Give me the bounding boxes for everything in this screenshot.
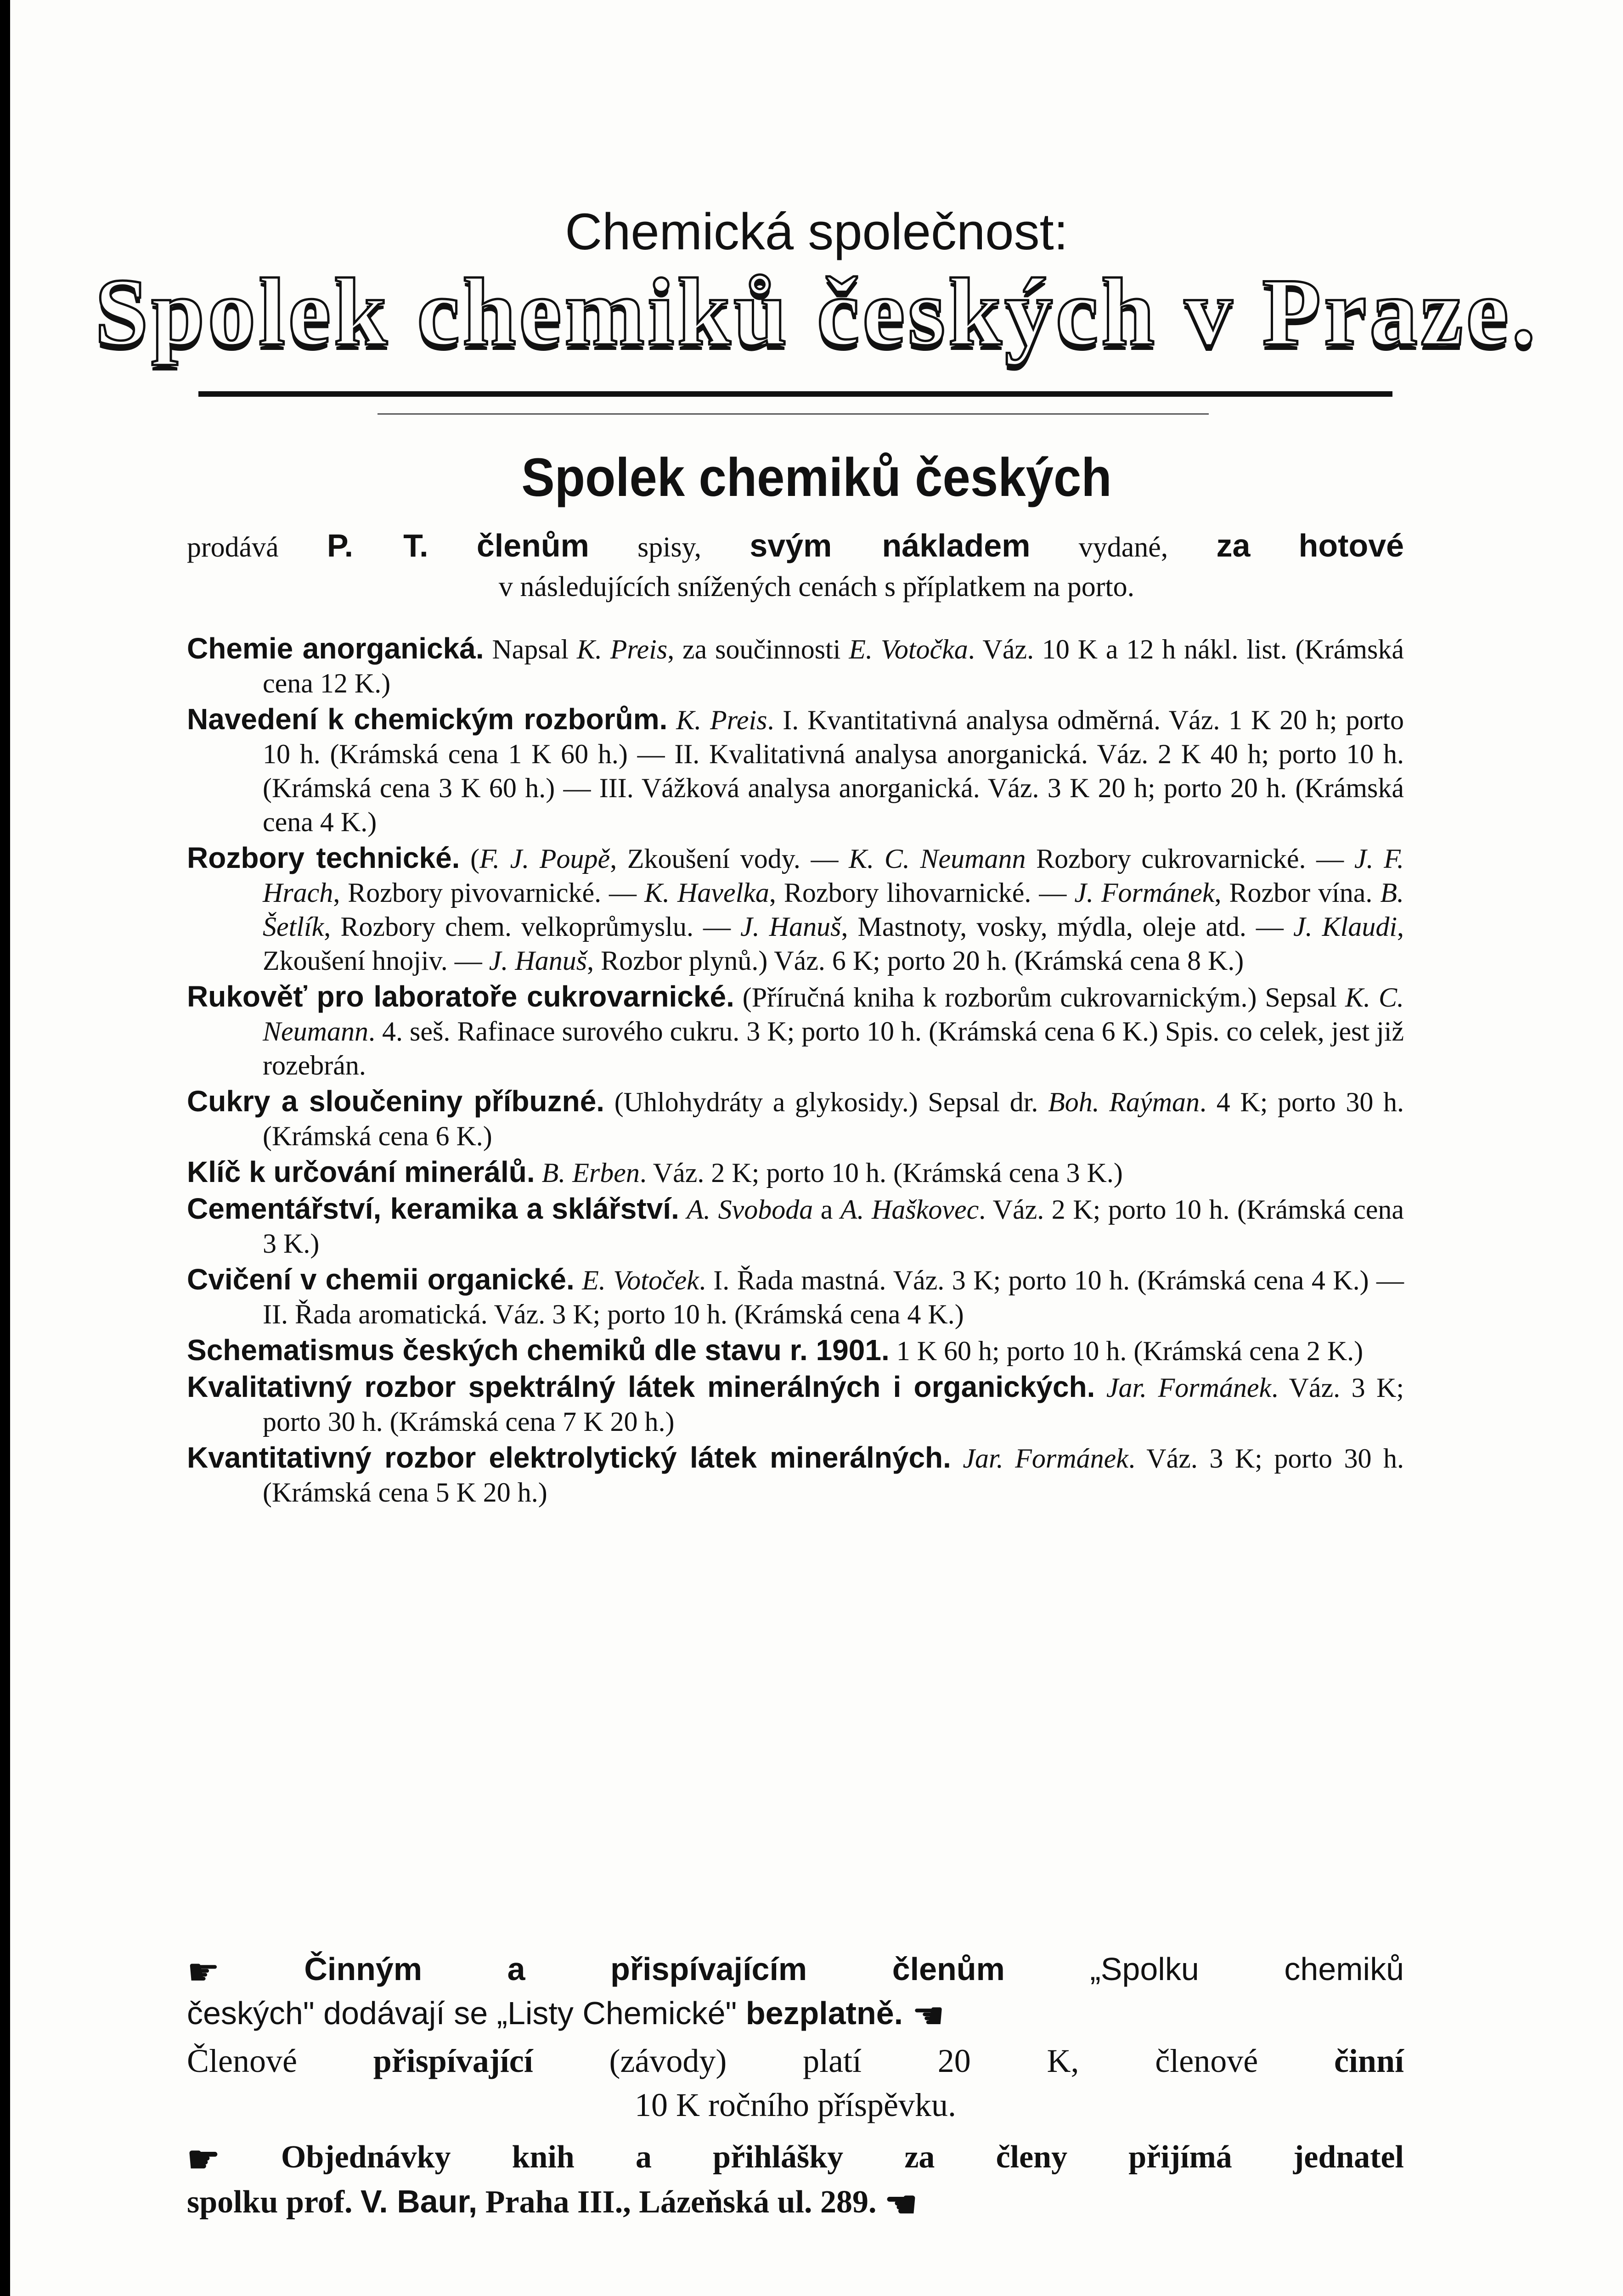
book-entry — [187, 702, 1404, 839]
book-title: Klíč k určování minerálů. — [187, 1155, 535, 1188]
notice-members — [187, 1947, 1404, 1995]
intro-word: prodává — [187, 532, 279, 563]
notice-orders-2 — [187, 2179, 1404, 2227]
entry-text: Rozbory cukrovarnické. — — [1026, 844, 1354, 874]
intro-word: členům — [476, 528, 589, 563]
author-name: J. F. Hrach — [263, 844, 1404, 908]
entry-text: . Váz. 3 K; porto 30 h. (Krámská cena 7 K 20 h.) — [263, 1373, 1404, 1437]
notice-text: V. Baur, — [361, 2183, 478, 2219]
pointing-hand-left-icon: ☚ — [912, 1995, 945, 2036]
notice-text: českých" dodávají se „Listy Chemické" — [187, 1995, 746, 2031]
book-title: Cementářství, keramika a sklářství. — [187, 1192, 679, 1225]
author-name: J. Hanuš — [489, 945, 587, 976]
notice-text: přispívající — [373, 2043, 533, 2079]
book-title: Schematismus českých chemiků dle stavu r. 1901. — [187, 1334, 890, 1367]
intro-word: spisy, — [637, 532, 702, 563]
notice-fees — [187, 2039, 1404, 2083]
book-list — [187, 631, 1404, 1511]
book-entry — [187, 1192, 1404, 1261]
pointing-hand-left-icon: ☚ — [885, 2184, 918, 2225]
header-rule-thin — [378, 413, 1209, 415]
book-entry — [187, 631, 1404, 700]
page-title: Spolek chemiků českých — [521, 447, 1112, 508]
notice-text: Objednávky knih a přihlášky za členy přijímá jednatel — [281, 2139, 1404, 2175]
author-name: K. Havelka — [644, 878, 769, 908]
pointing-hand-icon: ☛ — [187, 1952, 220, 1993]
book-title: Rukověť pro laboratoře cukrovarnické. — [187, 980, 734, 1013]
notice-text: (závody) platí 20 K, členové — [533, 2043, 1334, 2079]
entry-text: . Váz. 2 K; porto 10 h. (Krámská cena 3 K.) — [263, 1194, 1404, 1259]
author-name: E. Votoček — [582, 1265, 699, 1295]
author-name: J. Formánek — [1074, 878, 1215, 908]
author-name: J. Klaudi — [1293, 912, 1397, 942]
notice-text: Činným a přispívajícím členům — [304, 1951, 1005, 1987]
notice-text: „Spolku chemiků — [1004, 1951, 1404, 1987]
entry-text: a — [813, 1194, 840, 1225]
entry-text: , Rozbory lihovarnické. — — [769, 878, 1075, 908]
society-name: Spolek chemiků českých v Praze. — [95, 259, 1538, 366]
book-entry — [187, 1155, 1404, 1190]
entry-text: 1 K 60 h; porto 10 h. (Krámská cena 2 K.) — [896, 1336, 1364, 1366]
entry-text: . 4 K; porto 30 h. (Krámská cena 6 K.) — [263, 1087, 1404, 1151]
entry-text: , Rozbory pivovarnické. — — [333, 878, 645, 908]
author-name: Jar. Formánek — [963, 1443, 1128, 1474]
entry-text: (Uhlohydráty a glykosidy.) Sepsal dr. — [614, 1087, 1048, 1117]
intro-word: P. T. — [327, 528, 428, 563]
notice-text: spolku prof. — [187, 2184, 361, 2220]
intro-word: za — [1216, 528, 1251, 563]
author-name: B. Šetlík — [263, 878, 1404, 942]
pointing-hand-icon: ☛ — [187, 2139, 220, 2180]
book-entry — [187, 1370, 1404, 1439]
entry-text: (Příručná kniha k rozborům cukrovarnickým.) Sepsal — [742, 982, 1346, 1013]
document-page — [10, 0, 1623, 2296]
book-title: Cvičení v chemii organické. — [187, 1263, 575, 1296]
author-name: K. C. Neumann — [849, 844, 1026, 874]
notice-members-2 — [187, 1991, 1404, 2038]
entry-text: . I. Řada mastná. Váz. 3 K; porto 10 h. (Krámská cena 4 K.) — II. Řada aromatická. Váz. 3 K; porto 10 h. (Krámská cena 4 K.) — [263, 1265, 1404, 1329]
entry-text: ( — [470, 844, 480, 874]
entry-text: , Zkoušení vody. — — [610, 844, 849, 874]
notice-text: Členové — [187, 2043, 373, 2079]
book-title: Kvantitativný rozbor elektrolytický látek minerálných. — [187, 1441, 951, 1474]
author-name: A. Svoboda — [687, 1194, 813, 1225]
entry-text: , Rozbor plynů.) Váz. 6 K; porto 20 h. (Krámská cena 8 K.) — [587, 945, 1244, 976]
book-title: Chemie anorganická. — [187, 632, 484, 665]
author-name: K. C. Neumann — [263, 982, 1404, 1047]
notice-text: bezplatně. — [745, 1995, 903, 2031]
book-entry — [187, 1262, 1404, 1331]
notice-text: Praha III., Lázeňská ul. 289. — [477, 2184, 877, 2220]
author-name: B. Erben — [541, 1158, 640, 1188]
entry-text: . Váz. 2 K; porto 10 h. (Krámská cena 3 K.) — [639, 1158, 1123, 1188]
intro-line-2: v následujících snížených cenách s příplatkem na porto. — [498, 571, 1135, 602]
notice-text: činní — [1334, 2043, 1404, 2079]
entry-text: , Rozbor vína. — [1214, 878, 1381, 908]
book-title: Rozbory technické. — [187, 841, 460, 874]
intro-word: hotové — [1298, 528, 1404, 563]
intro-line — [187, 528, 1404, 565]
book-entry — [187, 1084, 1404, 1153]
book-title: Navedení k chemickým rozborům. — [187, 703, 668, 736]
book-entry — [187, 1333, 1404, 1368]
entry-text: , Rozbory chem. velkoprůmyslu. — — [324, 912, 741, 942]
intro-word: vydané, — [1078, 532, 1168, 563]
entry-text: , Mastnoty, vosky, mýdla, oleje atd. — — [841, 912, 1293, 942]
author-name: A. Haškovec — [840, 1194, 979, 1225]
entry-text: , za součinnosti — [667, 634, 849, 664]
book-title: Kvalitativný rozbor spektrálný látek minerálných i organických. — [187, 1370, 1095, 1403]
intro-word: svým nákladem — [750, 528, 1031, 563]
book-entry — [187, 979, 1404, 1082]
notice-fees-2: 10 K ročního příspěvku. — [635, 2087, 956, 2123]
book-title: Cukry a sloučeniny příbuzné. — [187, 1085, 605, 1118]
notice-orders — [187, 2135, 1404, 2182]
header-rule — [198, 391, 1392, 397]
entry-text: . 4. seš. Rafinace surového cukru. 3 K; porto 10 h. (Krámská cena 6 K.) Spis. co celek, jest již rozebrán. — [263, 1016, 1404, 1080]
author-name: K. Preis — [676, 705, 767, 735]
entry-text: . Váz. 3 K; porto 30 h. (Krámská cena 5 K 20 h.) — [263, 1443, 1404, 1508]
entry-text: Napsal — [492, 634, 577, 664]
entry-text: . I. Kvantitativná analysa odměrná. Váz. 1 K 20 h; porto 10 h. (Krámská cena 1 K 60 h.) — II. Kvalitativná analysa anorganická. Váz. 2 K 40 h; porto 10 h. (Krámská cena 3 K 60 h.) — III. Vážková analysa anorganická. Váz. 3 K 20 h; porto 20 h. (Krámská cena 4 K.) — [263, 705, 1404, 837]
author-name: J. Hanuš — [740, 912, 841, 942]
author-name: Boh. Raýman — [1048, 1087, 1200, 1117]
book-entry — [187, 1441, 1404, 1509]
entry-text: , Zkoušení hnojiv. — — [263, 912, 1404, 976]
author-name: E. Votočka — [849, 634, 968, 664]
book-entry — [187, 841, 1404, 978]
author-name: Jar. Formánek — [1106, 1373, 1272, 1403]
entry-text: . Váz. 10 K a 12 h nákl. list. (Krámská cena 12 K.) — [263, 634, 1404, 698]
author-name: F. J. Poupě — [479, 844, 610, 874]
society-label: Chemická společnost: — [565, 203, 1068, 260]
author-name: K. Preis — [576, 634, 668, 664]
